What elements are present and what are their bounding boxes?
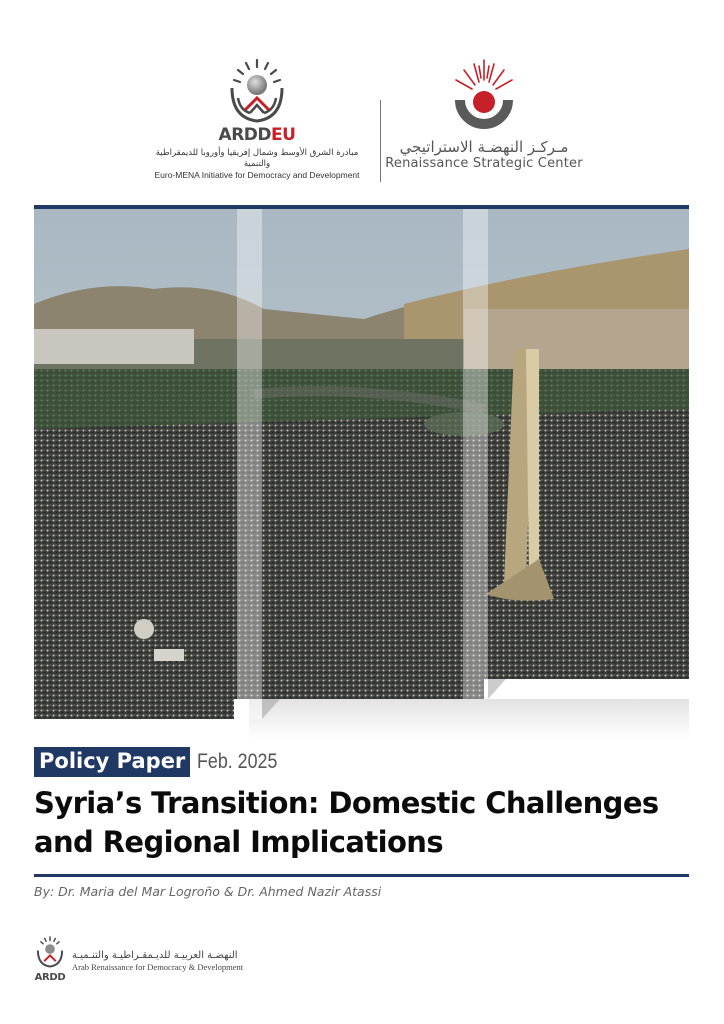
ardd-eu-logo bbox=[142, 58, 372, 181]
header bbox=[0, 0, 724, 200]
ardd-small-emblem-icon bbox=[35, 936, 65, 968]
ardd-eu-english-name: Euro-MENA Initiative for Democracy and Development bbox=[154, 170, 360, 180]
rsc-arabic-name: مـركـز النهضـة الاستراتيجي bbox=[399, 138, 569, 156]
ardd-eu-wordmark bbox=[142, 126, 372, 144]
ardd-footer-logo bbox=[32, 936, 243, 983]
rsc-english-name: Renaissance Strategic Center bbox=[385, 156, 583, 171]
renaissance-strategic-center-logo bbox=[384, 58, 584, 172]
ardd-footer-mark bbox=[32, 936, 68, 983]
authors: By: Dr. Maria del Mar Logroño & Dr. Ahmed Nazir Atassi bbox=[34, 884, 382, 899]
ardd-footer-wordmark: ARDD bbox=[34, 972, 66, 983]
photo-stripe-right bbox=[463, 209, 488, 699]
logo-divider bbox=[380, 100, 381, 182]
crowd-photo-illustration bbox=[34, 209, 689, 729]
rsc-emblem-icon bbox=[452, 58, 516, 132]
ardd-footer-text bbox=[72, 950, 243, 973]
ardd-footer-english: Arab Renaissance for Democracy & Development bbox=[72, 962, 244, 972]
photo-stripe-left bbox=[237, 209, 262, 719]
ardd-footer-arabic: النهضـة العربيـة للديـمقـراطيـة والتنـميـة bbox=[72, 950, 238, 961]
wordmark-ardd: ARDD bbox=[218, 125, 272, 145]
title-line-1: Syria’s Transition: Domestic Challenges bbox=[34, 786, 659, 820]
author-rule bbox=[34, 874, 689, 877]
paper-type-line bbox=[34, 747, 292, 777]
ardd-eu-arabic-name: مبادرة الشرق الأوسط وشمال إفريقيا وأوروبا للديمقراطية والتنمية bbox=[155, 148, 359, 169]
wordmark-eu: EU bbox=[271, 125, 296, 145]
paper-title bbox=[34, 784, 714, 862]
policy-paper-badge: Policy Paper bbox=[34, 747, 190, 777]
cover-photo bbox=[34, 209, 689, 729]
ardd-sun-emblem-icon bbox=[226, 58, 288, 124]
title-line-2: and Regional Implications bbox=[34, 825, 443, 859]
publication-date: Feb. 2025 bbox=[197, 750, 278, 773]
